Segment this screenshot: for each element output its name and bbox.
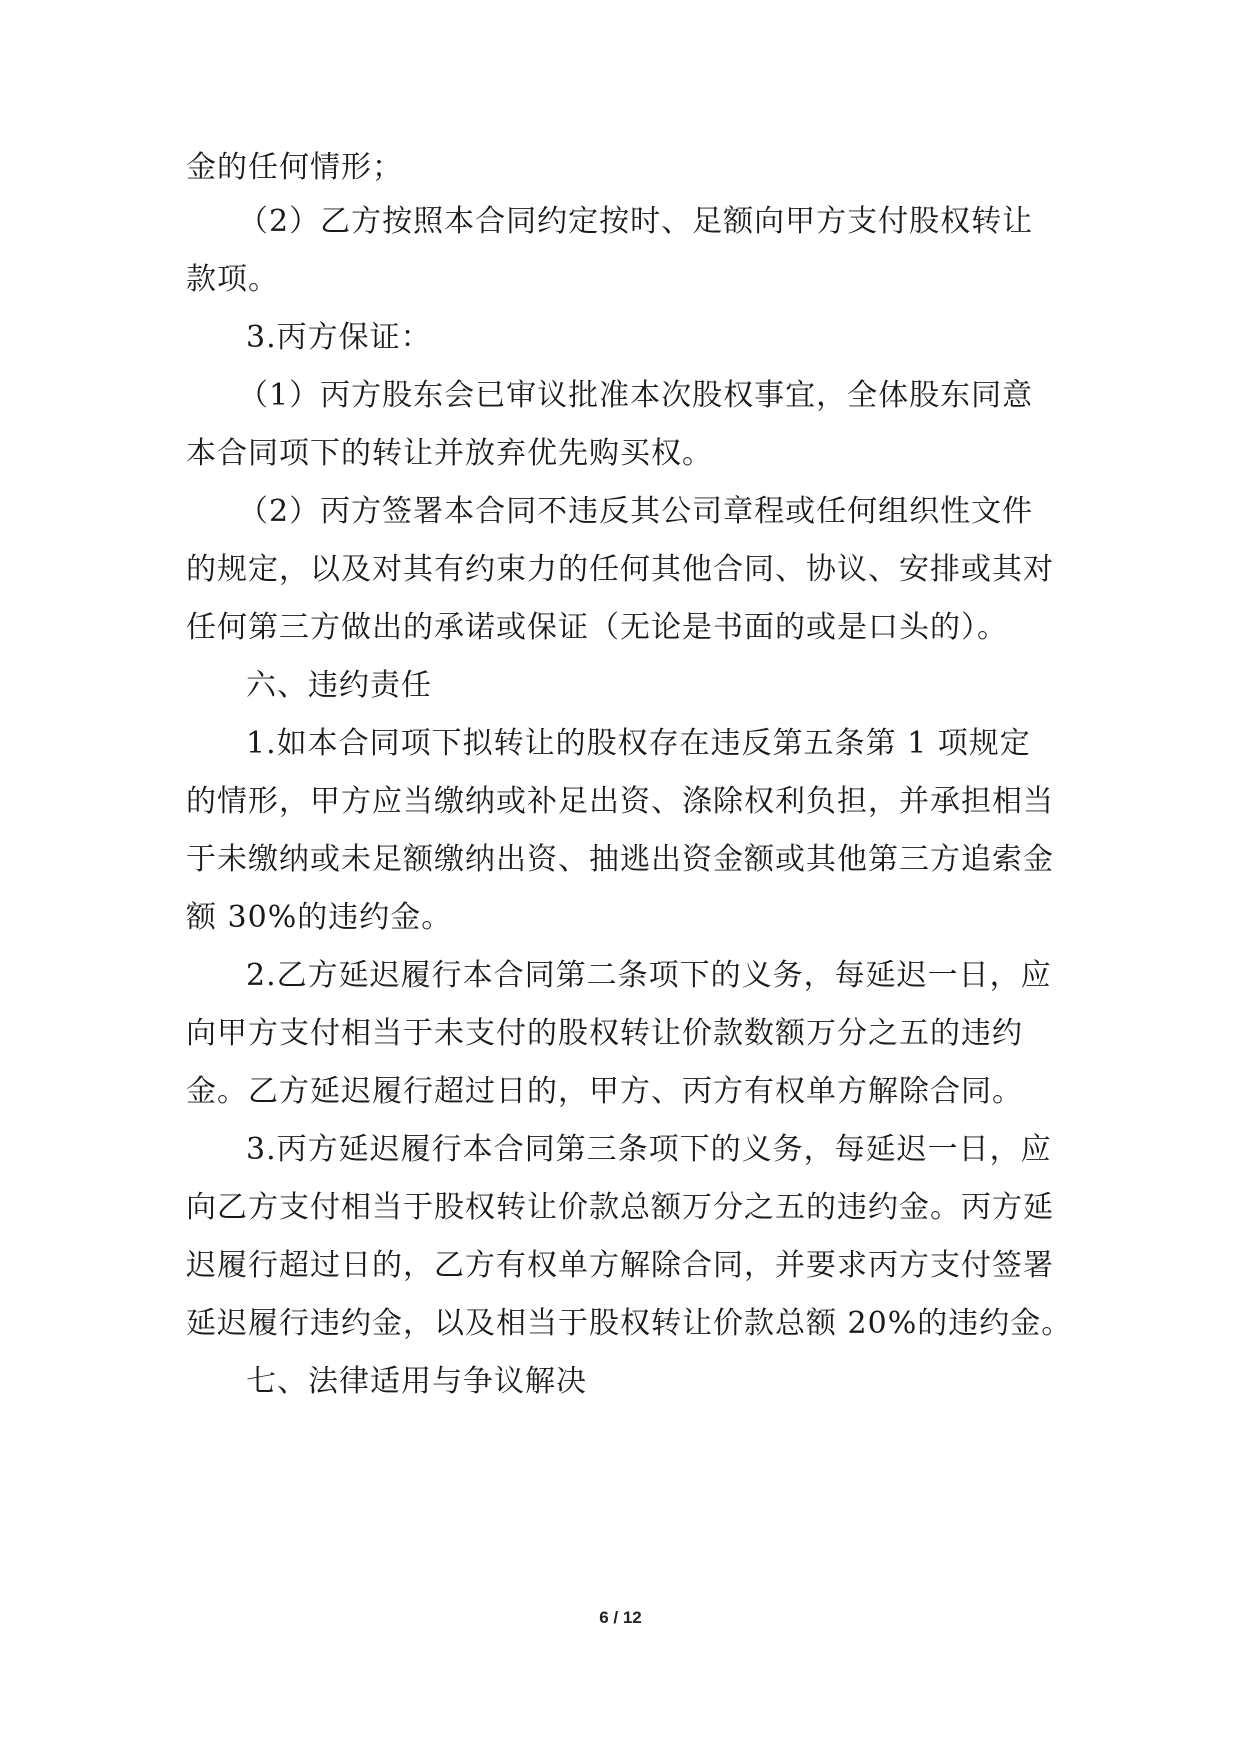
- text-line: （2）乙方按照本合同约定按时、足额向甲方支付股权转让: [238, 204, 1034, 239]
- text-line: 向乙方支付相当于股权转让价款总额万分之五的违约金。丙方延: [186, 1190, 1054, 1225]
- text-line: 延迟履行违约金，以及相当于股权转让价款总额 20%的违约金。: [186, 1306, 1073, 1341]
- text-line: （2）丙方签署本合同不违反其公司章程或任何组织性文件: [238, 494, 1034, 529]
- page-number: 6 / 12: [599, 1608, 642, 1627]
- section-heading: 六、违约责任: [246, 668, 432, 703]
- text-line: 迟履行超过日的，乙方有权单方解除合同，并要求丙方支付签署: [186, 1248, 1054, 1283]
- text-line: 于未缴纳或未足额缴纳出资、抽逃出资金额或其他第三方追索金: [186, 842, 1054, 877]
- text-line: 的情形，甲方应当缴纳或补足出资、涤除权利负担，并承担相当: [186, 784, 1054, 819]
- text-line: 额 30%的违约金。: [186, 900, 453, 935]
- text-line: （1）丙方股东会已审议批准本次股权事宜，全体股东同意: [238, 378, 1034, 413]
- text-line: 1.如本合同项下拟转让的股权存在违反第五条第 1 项规定: [246, 726, 1031, 761]
- text-line: 向甲方支付相当于未支付的股权转让价款数额万分之五的违约: [186, 1016, 1023, 1051]
- text-line: 2.乙方延迟履行本合同第二条项下的义务，每延迟一日，应: [246, 958, 1052, 993]
- text-line: 3.丙方保证：: [246, 320, 432, 355]
- text-line: 金的任何情形；: [186, 150, 403, 185]
- text-line: 金。乙方延迟履行超过日的，甲方、丙方有权单方解除合同。: [186, 1074, 1023, 1109]
- text-line: 本合同项下的转让并放弃优先购买权。: [186, 436, 713, 471]
- section-heading: 七、法律适用与争议解决: [246, 1364, 587, 1399]
- text-line: 3.丙方延迟履行本合同第三条项下的义务，每延迟一日，应: [246, 1132, 1052, 1167]
- text-line: 任何第三方做出的承诺或保证（无论是书面的或是口头的）。: [186, 610, 1008, 645]
- text-line: 的规定，以及对其有约束力的任何其他合同、协议、安排或其对: [186, 552, 1054, 587]
- text-line: 款项。: [186, 262, 279, 297]
